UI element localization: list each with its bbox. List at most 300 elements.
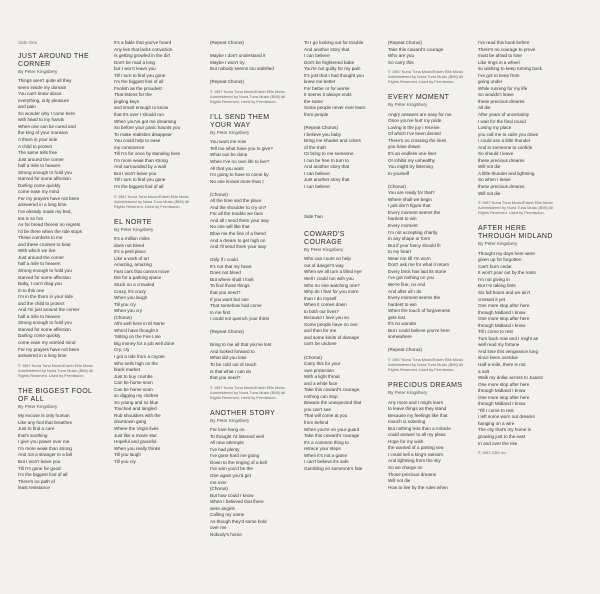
lyric-line: I've won you'd be the [210, 466, 253, 472]
lyric-line: Six full hours and we ain't [478, 289, 530, 295]
lyric-line: own protection [304, 367, 334, 373]
lyric-line: everything, only pleasure [18, 97, 70, 103]
lyric-line: Every brick has laid its stone [388, 268, 447, 274]
lyric-line: starved for some affection [18, 326, 71, 332]
lyric-line: These comforts to me [18, 235, 63, 241]
lyric-line: my conscience [114, 144, 145, 150]
lyric-line: Don't ask me for what it return [388, 262, 450, 268]
lyric-line: One again you'd get [210, 472, 251, 478]
song-author: By Peter Kingsbery [304, 246, 344, 252]
lyric-line: But where shall I look [210, 276, 254, 282]
lyric-line: I've read this book before [478, 40, 530, 45]
lyric-line: It's an endless one-liner [388, 151, 437, 157]
lyric-line: So we charge on [388, 464, 423, 470]
lyric-line: must be afraid to lose [478, 53, 522, 59]
lyric-line: half a mile to heaven [18, 261, 61, 267]
lyric-line: and a white face [304, 380, 338, 386]
lyric-line: So should I leave [478, 151, 514, 157]
lyric-line: from people [304, 112, 329, 118]
copyright-credit: © 1987 Nuna Tuna Music/Edwin Ellis Music Administered by Nuna Tuna Music (BMI) All Rights Reserved. Used by Permission. [388, 356, 464, 372]
song-spacer [114, 465, 194, 469]
lyric-line: Just around the corner [18, 254, 64, 260]
lyric-line: When you laugh [114, 295, 148, 301]
lyric-line: Hope for my wish [388, 438, 424, 444]
lyric-line: munch is sobering [388, 419, 426, 425]
song-author: By Peter Kingsbery [388, 102, 428, 108]
lyric-line: half a mile to heaven [18, 163, 61, 169]
lyric-line: It's not that my heart [210, 263, 252, 269]
lyric-line: All the time and the place [210, 198, 262, 204]
copyright-credit: © 1987 Nuna Tuna Music/Edwin Ellis Music Administered by Nuna Tuna Music (BMI) All Rights Reserved. Used by Permission. [114, 193, 190, 209]
lyric-line: and smart enough to know [114, 105, 169, 111]
lyric-line: You might try listening [388, 164, 433, 170]
lyric-line: Crazy, it's crazy [114, 288, 146, 294]
lyric-line: Loving is the joy I receive [388, 124, 440, 130]
lyric-line: Just another story that [304, 177, 350, 183]
lyric-line: come ease my worried mind [18, 339, 76, 345]
lyric-line: After years of uncertainty [478, 112, 530, 118]
lyric-line: Angry answers are easy for me [388, 111, 452, 117]
lyrics-column [388, 40, 468, 495]
lyric-line: To I go looking out for trouble [304, 40, 364, 45]
lyric-line: these precious dreams [478, 157, 525, 163]
lyric-line: Half-a-mile, there is not [478, 361, 526, 367]
lyric-line: What can be done [210, 152, 248, 158]
lyric-line: and the child to protect [18, 300, 65, 306]
lyric-line: a salt [478, 368, 489, 374]
lyric-line: I've had plenty [210, 446, 240, 452]
lyric-line: does not bleed [114, 242, 145, 248]
lyric-line: Why do I fear for you more [304, 289, 359, 295]
lyric-line: Who no one watching one? [304, 282, 360, 288]
lyric-line: the king of your mansion [18, 130, 69, 136]
lyric-line: hardest to win [388, 301, 417, 307]
lyric-line: (Repeat Chorus) [304, 125, 338, 131]
lyric-line: It seems it always ends [304, 92, 352, 98]
lyric-line: Any more and I might learn [388, 399, 444, 405]
lyric-line: you can't see [304, 406, 331, 412]
lyric-line: To make realistics disappear [114, 131, 172, 137]
lyric-line: Hopeful and graceful [114, 439, 157, 445]
lyric-line: To be cold out of reach [210, 361, 257, 367]
lyric-line: And in someone to confide [478, 144, 533, 150]
song-title: JUST AROUND THE CORNER [18, 52, 90, 68]
lyric-line: Take this coward's courage [304, 433, 360, 439]
lyric-line: (Repeat Chorus) [210, 329, 244, 335]
lyric-line: In and over the rise [478, 440, 518, 446]
lyric-line: Die for a parking space [114, 275, 162, 281]
lyric-line: As for bread therein no regrets [18, 222, 81, 228]
lyric-line: And another story that [304, 164, 350, 170]
lyric-line: Bring me shades and colors [304, 138, 361, 144]
lyric-line: downtown gang [114, 419, 147, 425]
song-spacer [478, 455, 558, 459]
lyric-line: can't be undone [304, 341, 337, 347]
lyric-line: from behind [304, 419, 329, 425]
lyric-line: Or bring to me someone [304, 151, 354, 157]
lyric-line: Some people never ever learn [304, 105, 366, 111]
lyric-line: You want me now [210, 139, 247, 145]
lyric-line: When I believed that there [210, 499, 264, 505]
lyric-line: (Chorus) [210, 191, 228, 197]
lyric-line: Any lies that lacks conviction [114, 46, 173, 52]
song-author: By Peter Kingsbery [210, 129, 250, 135]
lyric-line: To thought I'd listened well [210, 433, 264, 439]
lyric-line: Just like a movie star [114, 432, 157, 438]
song-title: COWARD'S COURAGE [304, 230, 345, 246]
lyric-line: Like rings in a wheel [478, 59, 520, 65]
lyric-line: Every moment seems the [388, 209, 441, 215]
song-title: ANOTHER STORY [210, 409, 276, 417]
lyric-line: I'd be there when the ride stops [18, 228, 82, 234]
lyric-line: When you cry [114, 308, 143, 314]
lyric-line: For better or for worse [304, 85, 350, 91]
lyric-line: Till I turn to find you gone [114, 177, 166, 183]
lyric-line: Every moment seems the [388, 295, 441, 301]
song-title: PRECIOUS DREAMS [388, 381, 463, 389]
lyric-line: come ease my mind [18, 189, 60, 195]
lyric-line: I wait for the final round [478, 118, 526, 124]
lyric-line: Maybe I don't understand it [210, 53, 266, 59]
lyric-line: But I could believe you're here [388, 327, 450, 333]
lyric-line: But nobody seems too satisfied [210, 66, 274, 72]
lyric-line: Is getting growled in the dirt [114, 53, 171, 59]
lyric-line: I could not quench your thirst [210, 316, 269, 322]
lyric-line: Carry this for your [304, 361, 341, 367]
lyric-line: With a light throat [304, 374, 340, 380]
lyric-line: Strong enough to hold you [18, 320, 72, 326]
lyric-line: Foolish as the proudest [114, 85, 162, 91]
lyric-line: In any shape or form [388, 236, 431, 242]
song-spacer [210, 538, 290, 542]
lyric-line: As though they'd some hold [210, 518, 267, 524]
lyric-line: through Midland I know [478, 322, 526, 328]
lyric-line: When I've no own life to live? [210, 159, 270, 165]
song-spacer [478, 215, 558, 219]
lyric-line: Who sells high on the [114, 360, 158, 366]
lyric-line: That will come at you [304, 413, 348, 419]
lyric-line: And another story that [304, 46, 350, 52]
lyric-line: It's a common thing to [304, 439, 349, 445]
lyric-line: Till you laugh [114, 452, 141, 458]
lyric-line: I can believe [304, 170, 330, 176]
lyric-line: For my prayers have not been [18, 346, 80, 352]
lyric-line: Gambling on someone's fate [304, 465, 363, 471]
lyric-line: It's a peril place [114, 249, 146, 255]
lyrics-column [304, 40, 384, 476]
lyric-line: answered in a long time [18, 202, 67, 208]
lyric-line: that you need? [210, 375, 241, 381]
lyric-line: Take this coward's courage, [304, 387, 361, 393]
copyright-credit: © 1987 CBS Inc. [478, 450, 508, 456]
lyric-line: My excuse is only human [18, 413, 70, 419]
lyric-line: But I won't leave you [18, 458, 61, 464]
copyright-credit: © 1987 Nuna Tuna Music/Edwin Ellis Music Administered by Nuna Tuna Music (BMI) All Rights Reserved. Used by Permission. [478, 200, 554, 216]
lyric-line: Like any fool that breathes [18, 419, 72, 425]
lyric-line: I could use a little thunder [478, 138, 531, 144]
lyric-line: When we all turn a blind eye [304, 269, 362, 275]
lyric-line: So carry this [388, 59, 414, 65]
lyric-line: Where the Virgin lives [114, 425, 159, 431]
lyric-line: What did you lose [210, 355, 247, 361]
lyric-line: But if your fancy should fit [388, 242, 441, 248]
lyric-line: Will not die [478, 164, 501, 170]
lyric-line: hanging on a wire [478, 420, 515, 426]
lyric-line: black market [114, 367, 141, 373]
song-author: By Peter Kingsbery [18, 68, 58, 74]
lyric-line: these precious dreams [478, 184, 525, 190]
lyric-line: Or inhibit my unhealthy [388, 157, 435, 163]
lyric-line: And all I send them your way [210, 217, 269, 223]
lyric-line: I've already made my bed, [18, 209, 72, 215]
lyric-line: That somehow had come [210, 303, 262, 309]
lyric-line: to my heart [388, 249, 411, 255]
lyric-line: When it's not a game [304, 452, 348, 458]
lyric-line: Walk my dollar across to Juarez [478, 375, 543, 381]
lyric-line: somewhere [388, 334, 412, 340]
lyric-line: Take this coward's courage [388, 46, 444, 52]
lyric-line: The same tells free [18, 150, 58, 156]
lyric-line: (Repeat Chorus) [388, 347, 422, 353]
lyric-line: Of which I've been denied [388, 131, 441, 137]
lyric-line: And I'll send them your way [210, 244, 267, 250]
lyric-line: Only if I could [210, 257, 238, 263]
lyric-line: Bring to me all that you've lost [210, 342, 272, 348]
lyric-line: And lose this vengeance long [478, 348, 539, 354]
lyric-line: I give you power over me [18, 439, 70, 445]
lyric-line: Touched and tangled [114, 406, 157, 412]
lyric-line: For all the trouble we face [210, 211, 263, 217]
lyric-line: least resistance [18, 485, 50, 491]
copyright-credit: © 1987 Nuna Tuna Music/Edwin Ellis Music Administered by Nuna Tuna Music (BMI) All Rights Reserved. Used by Permission. [210, 88, 286, 104]
lyric-line: And not a stranger to a fall [18, 452, 72, 458]
lyric-line: so wishing to keep turning back [478, 66, 543, 72]
song-title: EL NORTE [114, 218, 152, 226]
lyric-line: Big money for a job well done [114, 340, 175, 346]
lyric-line: Wear me till I'm worn [388, 255, 431, 261]
lyric-line: I've got to keep from [478, 72, 520, 78]
lyrics-column [210, 40, 290, 542]
song-spacer [210, 400, 290, 404]
lyric-line: Because my feelings like that [388, 412, 448, 418]
lyric-line: If you want but one [210, 296, 249, 302]
lyric-line: So wonder why I come here [18, 110, 75, 116]
lyric-line: Thought my days here were [478, 250, 535, 256]
lyric-line: I'm more weak than strong [18, 445, 72, 451]
lyrics-column [18, 40, 98, 496]
lyric-line: I got a ride from a coyote [114, 353, 165, 359]
lyric-line: over me [210, 525, 227, 531]
lyric-line: And surrounded by a wall [114, 164, 166, 170]
lyric-line: Till I'm for once by standing here [114, 151, 181, 157]
lyric-line: And the shoulder to cry on? [210, 204, 267, 210]
lyric-line: And a dream to get high on [210, 237, 266, 243]
lyric-line: Who can count on help [304, 256, 351, 262]
lyric-line: I'm the biggest fool of all [114, 79, 164, 85]
lyric-line: I've got nothing on you [388, 275, 435, 281]
lyric-line: No one will like that [210, 224, 250, 230]
lyric-line: Every moment [388, 223, 418, 229]
lyric-line: You could help to ease [114, 138, 161, 144]
lyric-line: jingling keys [114, 98, 140, 104]
lyric-line: Darling come quickly [18, 182, 61, 188]
lyric-line: I left some worn out dreams [478, 414, 535, 420]
lyric-line: Things aren't quite all they [18, 78, 72, 84]
lyric-line: When it comes down [304, 302, 347, 308]
lyric-line: Strong enough to hold you [18, 169, 72, 175]
lyric-line: While running for my life [478, 85, 528, 91]
lyric-line: One more stop after here [478, 394, 530, 400]
lyric-line: Till you cry [114, 458, 136, 464]
lyric-line: answered in a long time [18, 353, 67, 359]
lyric-line: Some people have no one [304, 321, 358, 327]
lyric-line: Can be home soon [114, 380, 153, 386]
lyric-line: With which we live [18, 248, 56, 254]
lyric-line: A child to protect [18, 143, 52, 149]
lyric-line: All's well here in El Norte [114, 321, 165, 327]
lyric-line: All new attempts [210, 440, 244, 446]
lyric-line: gets lost [388, 314, 406, 320]
lyric-line: So young and so blue [114, 399, 159, 405]
copyright-credit: © 1987 Nuna Tuna Music/Edwin Ellis Music Administered by Nuna Tuna Music (BMI) All Rights Reserved. Used by Permission. [388, 69, 464, 85]
lyric-line: knew me better [304, 79, 336, 85]
lyric-line: I can be free to turn to [304, 157, 349, 163]
lyric-line: Can't burn cedar [478, 263, 512, 269]
lyric-line: No one knows more than I [210, 178, 264, 184]
song-spacer [304, 221, 384, 225]
song-author: By Peter Kingsbery [388, 389, 428, 395]
lyric-line: Till I come to rest [478, 329, 513, 335]
lyric-line: Don't be mad a long [114, 59, 155, 65]
lyric-line: Tell me what have you to give? [210, 145, 273, 151]
lyric-line: through Midland I know [478, 309, 526, 315]
lyric-line: through Midland I know [478, 401, 526, 407]
lyric-line: Darling come quickly [18, 333, 61, 339]
side-label: Side One [18, 40, 38, 45]
lyric-line: could answer to all my pleas [388, 432, 446, 438]
lyric-line: I'm more weak than strong [114, 157, 168, 163]
lyric-line: And looked forward to [210, 348, 255, 354]
lyric-line: The city that's my home is [478, 427, 531, 433]
lyric-line: I can't believe it's safe [304, 459, 349, 465]
lyric-line: (Chorus) [304, 354, 322, 360]
lyric-line: Blow me the fine of a friend [210, 231, 266, 237]
lyric-line: When you really thinks [114, 445, 161, 451]
lyric-line: than I do myself [304, 295, 337, 301]
lyric-line: I've gone hard me going [210, 453, 260, 459]
lyric-line: you call me to calm you down [478, 131, 539, 137]
lyric-line: through Midland I know [478, 388, 526, 394]
lyric-line: I'm the biggest fool of all [114, 184, 164, 190]
lyric-line: the wanted of a parting sea [388, 445, 444, 451]
lyric-line: Just to buy crumbs [114, 373, 153, 379]
song-title: I'LL SEND THEM YOUR WAY [210, 113, 270, 129]
lyric-line: since been overdue [478, 355, 519, 361]
lyric-line: It's no wonder [388, 321, 417, 327]
song-author: By Peter Kingsbery [210, 417, 250, 423]
lyric-line: out of danger's way [304, 262, 344, 268]
lyric-line: I can believe [304, 53, 330, 59]
lyric-line: Will not die [388, 478, 411, 484]
lyric-line: me over [210, 479, 227, 485]
lyric-line: I can believe [304, 184, 330, 190]
lyric-line: (Chorus) [114, 314, 132, 320]
lyric-line: Who'd have thought it [114, 327, 159, 333]
lyric-line: (Repeat Chorus) [210, 79, 244, 85]
lyric-line: (Repeat Chorus) [210, 40, 244, 45]
lyric-line: It won't pour out by the roots [478, 270, 536, 276]
lyric-line: and then for me [304, 328, 337, 334]
lyric-line: 'Sitting on the Fire Line [114, 334, 161, 340]
lyric-line: So when I leave [478, 177, 511, 183]
lyric-line: Beware the unexpected that [304, 400, 362, 406]
lyric-line: We're fine, no end [388, 281, 426, 287]
lyric-line: going under [478, 79, 503, 85]
song-spacer [114, 209, 194, 213]
lyric-line: hardest to win [388, 216, 417, 222]
lyrics-column [478, 40, 558, 459]
lyric-line: Fast cars that cannot move [114, 268, 170, 274]
lyric-line: Once you've hurt my pride [388, 118, 442, 124]
lyric-line: Well I could run with you [304, 275, 354, 281]
lyric-line: so digging my clothes [114, 393, 159, 399]
song-spacer [18, 492, 98, 496]
lyric-line: in to this one [18, 287, 45, 293]
lyric-line: It's a million miles [114, 236, 150, 242]
lyric-line: When one can be cured and [18, 123, 76, 129]
lyric-line: half a mile to heaven [18, 313, 61, 319]
lyric-line: Just around the corner [18, 156, 64, 162]
song-author: By Peter Kingsbery [114, 226, 154, 232]
lyric-line: to me first [210, 309, 231, 315]
lyric-line: I'm not giving in [478, 276, 510, 282]
song-spacer [388, 372, 468, 376]
lyric-line: Just to find a cure [18, 426, 55, 432]
lyric-line: But nothing less than a miracle [388, 425, 451, 431]
lyric-line: Till I'm gone for good [18, 465, 61, 471]
lyric-line: I could sell a king's ransom [388, 451, 444, 457]
lyric-line: to leave things as they stand [388, 406, 447, 412]
lyric-line: Can be home soon [114, 386, 153, 392]
lyric-line: A little thunder and lightning [478, 170, 535, 176]
copyright-credit: © 1987 Nuna Tuna Music/Edwin Ellis Music Administered by Nuna Tuna Music (BMI) All Rights Reserved. Used by Permission. [210, 384, 286, 400]
lyric-line: When you've got me dreaming [114, 118, 177, 124]
lyric-line: the same [304, 98, 323, 104]
song-spacer [304, 472, 384, 476]
lyric-line: crossed it yet [478, 296, 506, 302]
lyric-line: Down to the ringing of a bell [210, 459, 267, 465]
lyric-line: There's no path of [18, 478, 55, 484]
lyric-line: Strong enough to hold you [18, 267, 72, 273]
lyric-line: So wouldn't leave [478, 92, 514, 98]
lyric-line: that it's over I should run [114, 112, 164, 118]
lyric-line: Don't be frightened babe [304, 59, 355, 65]
lyric-line: seem inside my domain [18, 84, 67, 90]
lyric-line: When the touch of forgiveness [388, 308, 451, 314]
song-spacer [18, 378, 98, 382]
lyric-line: given up for forgotten [478, 257, 522, 263]
song-spacer [210, 104, 290, 108]
lyric-line: Losing my place [478, 125, 512, 131]
song-author: By Peter Kingsbery [18, 403, 58, 409]
lyric-line: Side Two [304, 214, 323, 220]
lyric-line: (Chorus) [388, 183, 406, 189]
lyric-line: (Chorus) [210, 486, 228, 492]
lyric-line: starved for some affection [18, 176, 71, 182]
lyric-line: and pain [18, 104, 36, 110]
lyric-line: There's no courage to prove [478, 46, 536, 52]
lyric-line: But I won't leave you [114, 170, 157, 176]
